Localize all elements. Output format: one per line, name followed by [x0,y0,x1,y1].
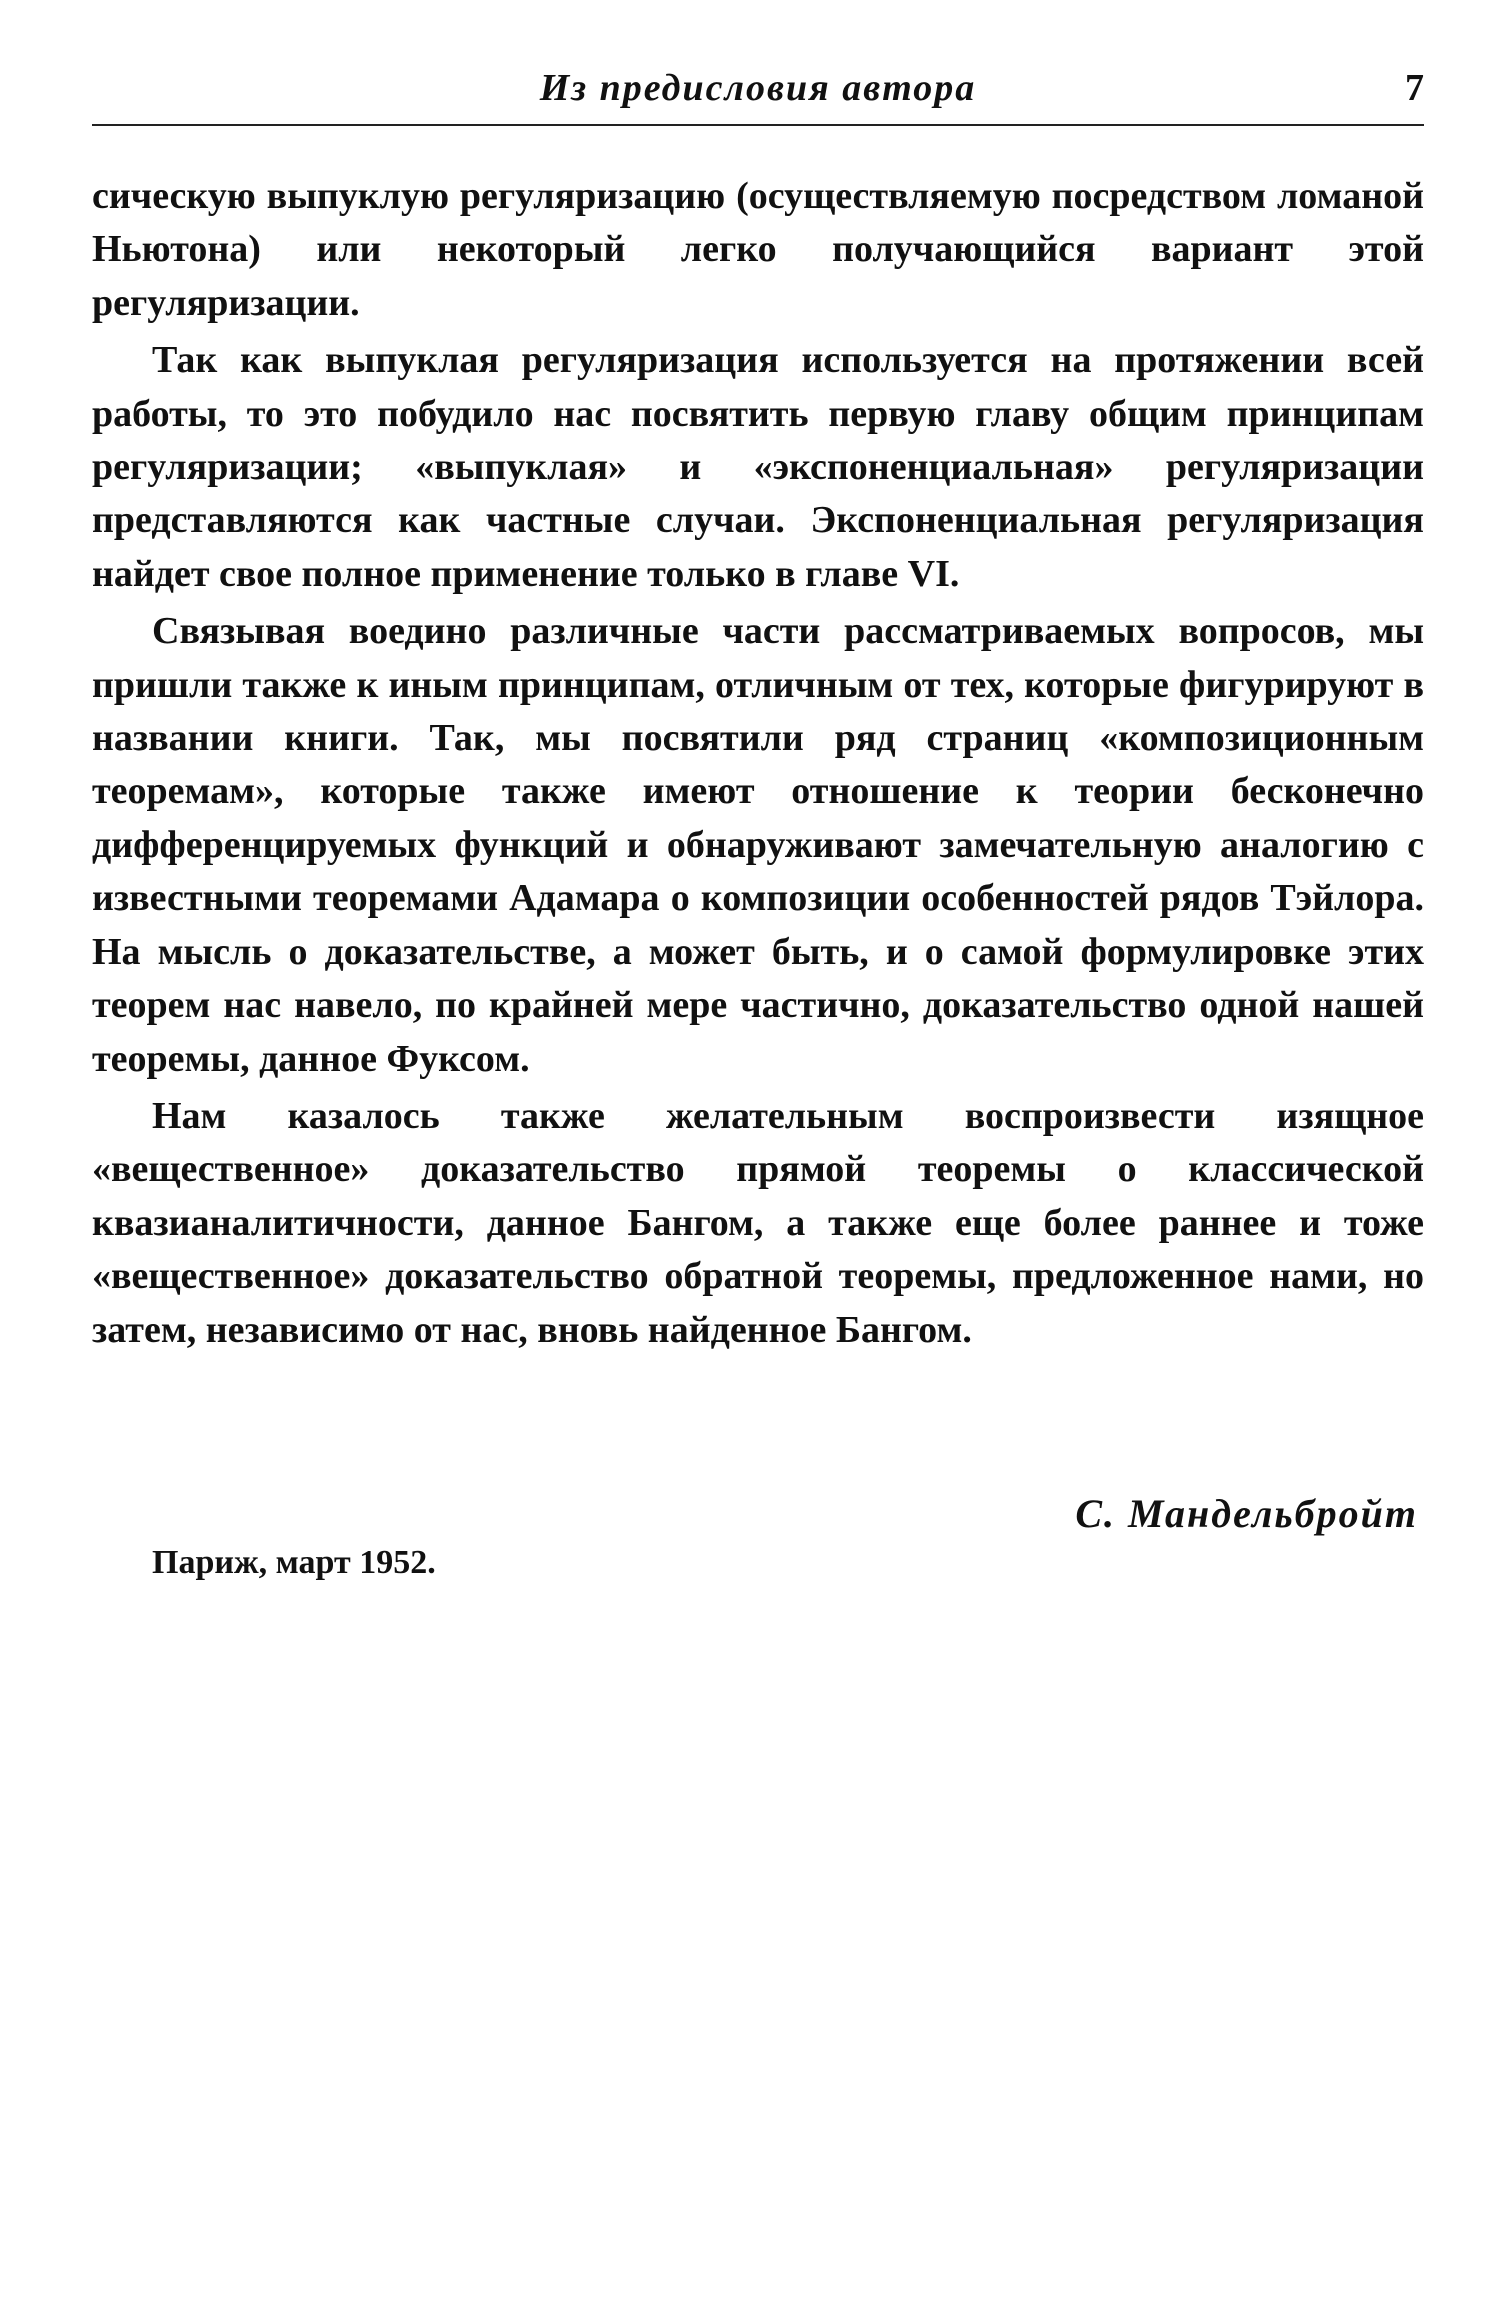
paragraph: Так как выпуклая регуляризация используется на протяжении всей работы, то это побудило нас посвятить первую главу общим принципам регуляризации; «выпуклая» и «экспоненциальная» регуляризации представляются как частные случаи. Экспоненциальная регуляризация найдет свое полное применение только в главе VI. [92,339,1424,595]
paragraph: Связывая воедино различные части рассматриваемых вопросов, мы пришли также к иным принципам, отличным от тех, которые фигурируют в названии книги. Так, мы посвятили ряд страниц «композиционным теоремам», которые также имеют отношение к теории бесконечно дифференцируемых функций и обнаруживают замечательную аналогию с известными теоремами Адамара о композиции особенностей рядов Тэйлора. На мысль о доказательстве, а может быть, и о самой формулировке этих теорем нас навело, по крайней мере частично, доказательство одной нашей теоремы, данное Фуксом. [92,610,1424,1080]
place-and-date: Париж, март 1952. [152,1544,436,1581]
running-head-title: Из предисловия автора [539,67,977,109]
page-number: 7 [1405,67,1424,109]
paragraph: Нам казалось также желательным воспроизвести изящное «вещественное» доказательство прямой теоремы о классической квазианалитичности, данное Бангом, а также еще более раннее и тоже «вещественное» доказательство обратной теоремы, предложенное нами, но затем, независимо от нас, вновь найденное Бангом. [92,1094,1424,1351]
running-head [92,66,1424,126]
header-rule [92,124,1424,126]
body-text [92,170,1424,1361]
paragraph-continuation: сическую выпуклую регуляризацию (осуществляемую посредством ломаной Ньютона) или некоторый легко получающийся вариант этой регуляризации. [92,175,1424,324]
author-signature: С. Мандельбройт [1075,1491,1418,1536]
